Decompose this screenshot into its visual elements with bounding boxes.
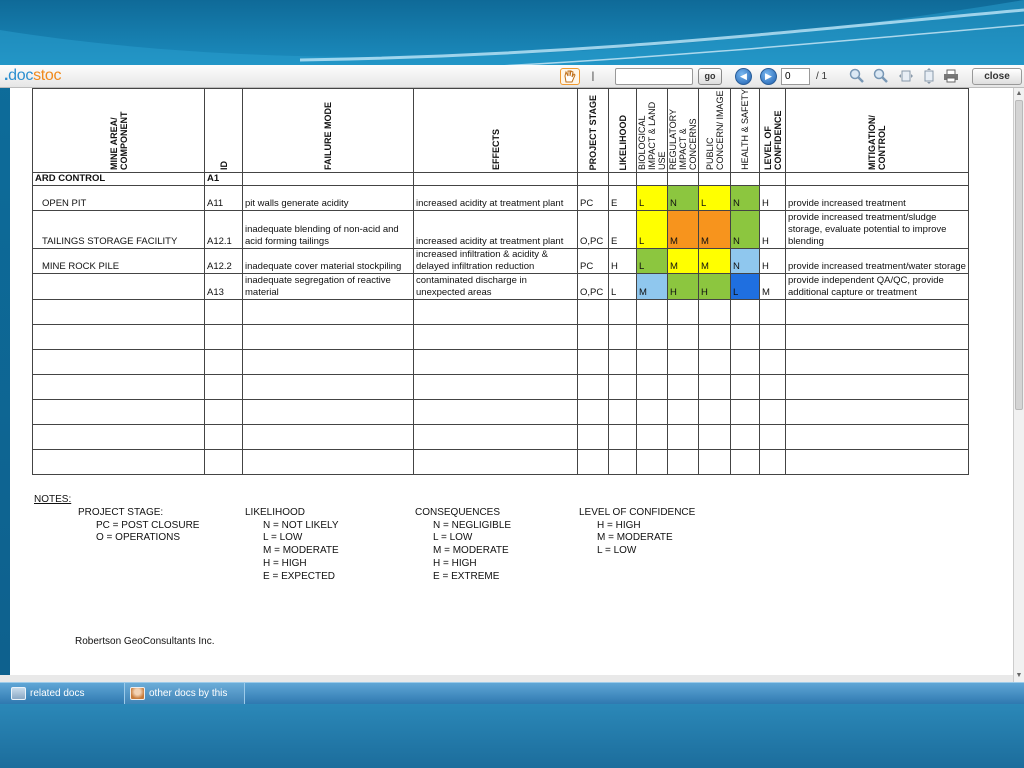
cell-id: A12.2 [205,249,243,274]
header-mine-area: MINE AREA/ COMPONENT [33,89,205,173]
cell-likelihood: L [609,274,637,300]
header-public: PUBLIC CONCERN/ IMAGE [699,89,731,173]
cell-health: N [731,186,760,211]
hand-tool-icon[interactable] [560,68,580,85]
scroll-thumb[interactable] [1015,100,1023,410]
scroll-down-icon[interactable]: ▼ [1015,672,1023,679]
header-regulatory: REGULATORY IMPACT & CONCERNS [668,89,699,173]
header-biological: BIOLOGICAL IMPACT & LAND USE [637,89,668,173]
page-total: / 1 [816,71,828,82]
cell-public: M [699,249,731,274]
previous-page-icon[interactable]: ◀ [735,68,752,85]
cell-mitigation: provide increased treatment [786,186,969,211]
section-title: ARD CONTROL [33,173,205,186]
cell-bio: L [637,211,668,249]
search-input[interactable] [615,68,693,85]
empty-row [33,300,969,325]
related-docs-label: related docs [30,688,85,699]
cell-failure: inadequate cover material stockpiling [243,249,414,274]
cell-mitigation: provide independent QA/QC, provide additional capture or treatment [786,274,969,300]
document-page [10,88,1013,675]
empty-row [33,400,969,425]
empty-row [33,450,969,475]
cell-failure: inadequate segregation of reactive material [243,274,414,300]
table-row [33,186,969,211]
notes-likelihood: LIKELIHOOD N = NOT LIKELY L = LOW M = MODERATE H = HIGH E = EXPECTED [245,507,339,582]
wave-decoration [0,0,1024,66]
cell-health: N [731,249,760,274]
cell-likelihood: H [609,249,637,274]
empty-row [33,350,969,375]
cell-effects: increased acidity at treatment plant [414,211,578,249]
cell-confidence: M [760,274,786,300]
cell-reg: M [668,249,699,274]
cell-public: M [699,211,731,249]
page-number-input[interactable]: 0 [781,68,810,85]
cell-effects: increased acidity at treatment plant [414,186,578,211]
header-background [0,0,1024,66]
cell-bio: M [637,274,668,300]
notes-confidence: LEVEL OF CONFIDENCE H = HIGH M = MODERATE L = LOW [579,507,696,557]
cell-confidence: H [760,211,786,249]
empty-row [33,375,969,400]
zoom-out-icon[interactable] [872,68,890,85]
fit-width-icon[interactable] [897,68,915,85]
cell-stage: PC [578,186,609,211]
user-avatar-icon [130,687,145,700]
table-row [33,249,969,274]
notes-consequences: CONSEQUENCES N = NEGLIGIBLE L = LOW M = MODERATE H = HIGH E = EXTREME [415,507,512,582]
documents-icon [11,687,26,700]
cell-reg: H [668,274,699,300]
cell-effects: increased infiltration & acidity & delayed infiltration reduction [414,249,578,274]
cell-reg: N [668,186,699,211]
scroll-up-icon[interactable]: ▲ [1015,90,1023,97]
cell-failure: inadequate blending of non-acid and acid forming tailings [243,211,414,249]
cell-id: A13 [205,274,243,300]
cell-reg: M [668,211,699,249]
go-button[interactable]: go [698,68,722,85]
print-icon[interactable] [942,68,960,85]
cell-likelihood: E [609,211,637,249]
cell-health: L [731,274,760,300]
cell-area: TAILINGS STORAGE FACILITY [33,211,205,249]
header-confidence: LEVEL OF CONFIDENCE [760,89,786,173]
footer-company: Robertson GeoConsultants Inc. [75,636,215,647]
header-health: HEALTH & SAFETY [731,89,760,173]
other-docs-label: other docs by this [149,688,228,699]
fmea-table [32,88,969,475]
cell-area [33,274,205,300]
bottom-tab-bar [0,682,1024,704]
cell-health: N [731,211,760,249]
viewer-toolbar [0,65,1024,88]
section-id: A1 [205,173,243,186]
cell-mitigation: provide increased treatment/sludge storage, evaluate potential to improve blending [786,211,969,249]
page-bottom-edge [0,675,1013,682]
zoom-in-icon[interactable] [848,68,866,85]
header-effects: EFFECTS [414,89,578,173]
cell-stage: O,PC [578,211,609,249]
related-docs-tab[interactable] [6,683,118,704]
table-row [33,211,969,249]
next-page-icon[interactable]: ▶ [760,68,777,85]
other-docs-tab[interactable] [124,683,245,704]
header-mitigation: MITIGATION/ CONTROL [786,89,969,173]
header-likelihood: LIKELIHOOD [609,89,637,173]
notes-project-stage: PROJECT STAGE: PC = POST CLOSURE O = OPERATIONS [78,507,200,544]
section-row [33,173,969,186]
empty-row [33,325,969,350]
vertical-scrollbar[interactable] [1013,88,1024,682]
table-row [33,274,969,300]
cell-area: MINE ROCK PILE [33,249,205,274]
cell-stage: O,PC [578,274,609,300]
table-header-row [33,89,969,173]
cell-area: OPEN PIT [33,186,205,211]
cell-public: H [699,274,731,300]
cell-bio: L [637,186,668,211]
cell-public: L [699,186,731,211]
header-failure-mode: FAILURE MODE [243,89,414,173]
close-button[interactable]: close [972,68,1022,85]
fit-page-icon[interactable] [920,68,938,85]
cell-stage: PC [578,249,609,274]
notes-title: NOTES: [34,494,72,505]
cell-bio: L [637,249,668,274]
cell-effects: contaminated discharge in unexpected areas [414,274,578,300]
header-project-stage: PROJECT STAGE [578,89,609,173]
cell-confidence: H [760,186,786,211]
empty-row [33,425,969,450]
cell-id: A11 [205,186,243,211]
cell-likelihood: E [609,186,637,211]
docstoc-logo[interactable]: .docstoc [4,67,62,84]
header-id: ID [205,89,243,173]
cell-failure: pit walls generate acidity [243,186,414,211]
text-select-icon[interactable]: I [591,68,595,84]
cell-confidence: H [760,249,786,274]
cell-mitigation: provide increased treatment/water storage [786,249,969,274]
footer-background [0,704,1024,768]
cell-id: A12.1 [205,211,243,249]
